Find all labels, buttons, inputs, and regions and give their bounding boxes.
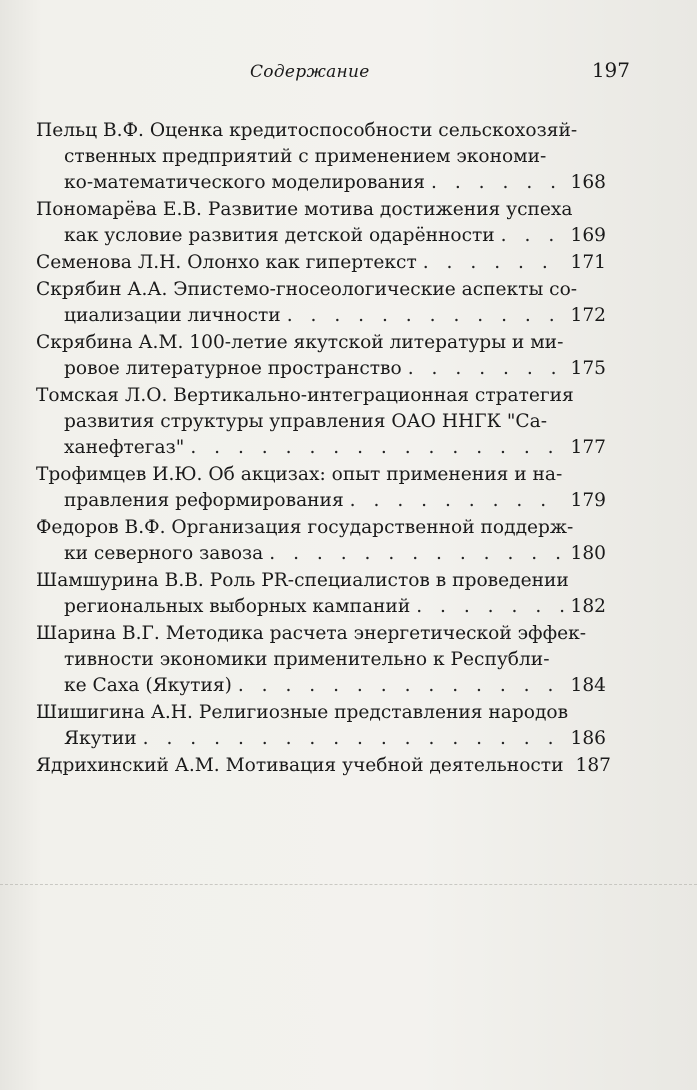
toc-entry [36, 621, 606, 699]
toc-entry-line [36, 488, 606, 514]
dot-leader [190, 435, 564, 461]
toc-entry-line [36, 435, 606, 461]
toc-entry-text: Скрябин А.А. Эпистемо-гносеологические аспекты со- [36, 279, 578, 300]
toc-entry-line [36, 515, 606, 541]
toc-entry-text: ко-математического моделирования [64, 172, 426, 193]
toc-entry-line [36, 726, 606, 752]
toc-entry-text: ственных предприятий с применением экономи- [64, 146, 547, 167]
toc-page-number: 184 [570, 675, 606, 696]
dot-leader [431, 170, 564, 196]
toc-entry-text: Шамшурина В.В. Роль PR-специалистов в проведении [36, 570, 569, 591]
toc-entry-text: Томская Л.О. Вертикально-интеграционная стратегия [36, 385, 574, 406]
toc-entry-line [36, 277, 606, 303]
toc-entry-line [36, 383, 606, 409]
toc-entry-text: Семенова Л.Н. Олонхо как гипертекст [36, 252, 417, 273]
toc-entry [36, 383, 606, 461]
toc-entry-line [36, 621, 606, 647]
toc-entry-text: ровое литературное пространство [64, 358, 402, 379]
toc-entry-line [36, 118, 606, 144]
toc-page-number: 171 [570, 252, 606, 273]
toc-page-number: 182 [570, 596, 606, 617]
toc-entry-line [36, 568, 606, 594]
toc-entry-line [36, 409, 606, 435]
toc-entry [36, 118, 606, 196]
dot-leader [350, 488, 565, 514]
toc-page-number: 175 [570, 358, 606, 379]
dot-leader [143, 726, 565, 752]
dot-leader [416, 594, 564, 620]
toc-entry-text: Шарина В.Г. Методика расчета энергетической эффек- [36, 623, 587, 644]
toc-entry-line [36, 700, 606, 726]
toc-page-number: 177 [570, 437, 606, 458]
page-number: 197 [591, 58, 630, 82]
running-title: Содержание [250, 62, 370, 82]
toc-entry-line [36, 356, 606, 382]
toc-entry-line [36, 594, 606, 620]
toc-entry-text: Ядрихинский А.М. Мотивация учебной деятельности [36, 755, 564, 776]
toc-entry-text: как условие развития детской одарённости [64, 225, 495, 246]
toc-entry-text: Трофимцев И.Ю. Об акцизах: опыт применения и на- [36, 464, 563, 485]
dot-leader [287, 303, 565, 329]
toc-entry-text: циализации личности [64, 305, 281, 326]
toc-entry-text: Пономарёва Е.В. Развитие мотива достижения успеха [36, 199, 573, 220]
toc-page-number: 179 [570, 490, 606, 511]
toc-page-number: 186 [570, 728, 606, 749]
toc-entry [36, 515, 606, 567]
table-of-contents [36, 118, 611, 780]
dot-leader [408, 356, 565, 382]
toc-entry [36, 753, 611, 779]
toc-entry [36, 330, 606, 382]
toc-entry-text: ханефтегаз" [64, 437, 185, 458]
toc-entry-text: Шишигина А.Н. Религиозные представления народов [36, 702, 569, 723]
toc-entry-text: развития структуры управления ОАО ННГК "Са- [64, 411, 548, 432]
toc-page-number: 187 [575, 755, 611, 776]
bleed-through-rule [0, 884, 697, 886]
toc-entry-line [36, 330, 606, 356]
toc-entry-line [36, 303, 606, 329]
toc-entry-line [36, 647, 606, 673]
toc-entry-text: правления реформирования [64, 490, 344, 511]
toc-entry-line [36, 144, 606, 170]
dot-leader [269, 541, 564, 567]
toc-entry-text: Якутии [64, 728, 137, 749]
dot-leader [423, 250, 565, 276]
toc-entry-text: тивности экономики применительно к Республи- [64, 649, 550, 670]
toc-entry-line [36, 541, 606, 567]
toc-page-number: 180 [570, 543, 606, 564]
dot-leader [501, 223, 565, 249]
toc-entry [36, 197, 606, 249]
toc-entry [36, 462, 606, 514]
toc-entry-text: ке Саха (Якутия) [64, 675, 232, 696]
toc-entry-text: Федоров В.Ф. Организация государственной поддерж- [36, 517, 574, 538]
toc-entry-line [36, 753, 611, 779]
toc-entry-line [36, 250, 606, 276]
toc-entry-line [36, 197, 606, 223]
running-header [250, 58, 630, 88]
toc-entry [36, 250, 606, 276]
toc-page-number: 168 [570, 172, 606, 193]
toc-entry-line [36, 673, 606, 699]
toc-entry-line [36, 223, 606, 249]
toc-page-number: 172 [570, 305, 606, 326]
toc-page-number: 169 [570, 225, 606, 246]
toc-entry [36, 568, 606, 620]
toc-entry-line [36, 170, 606, 196]
toc-entry-text: ки северного завоза [64, 543, 264, 564]
toc-entry-text: Скрябина А.М. 100-летие якутской литературы и ми- [36, 332, 564, 353]
toc-entry-line [36, 462, 606, 488]
toc-entry [36, 700, 606, 752]
dot-leader [238, 673, 565, 699]
toc-entry-text: Пельц В.Ф. Оценка кредитоспособности сельскохозяй- [36, 120, 578, 141]
toc-entry-text: региональных выборных кампаний [64, 596, 411, 617]
toc-entry [36, 277, 606, 329]
